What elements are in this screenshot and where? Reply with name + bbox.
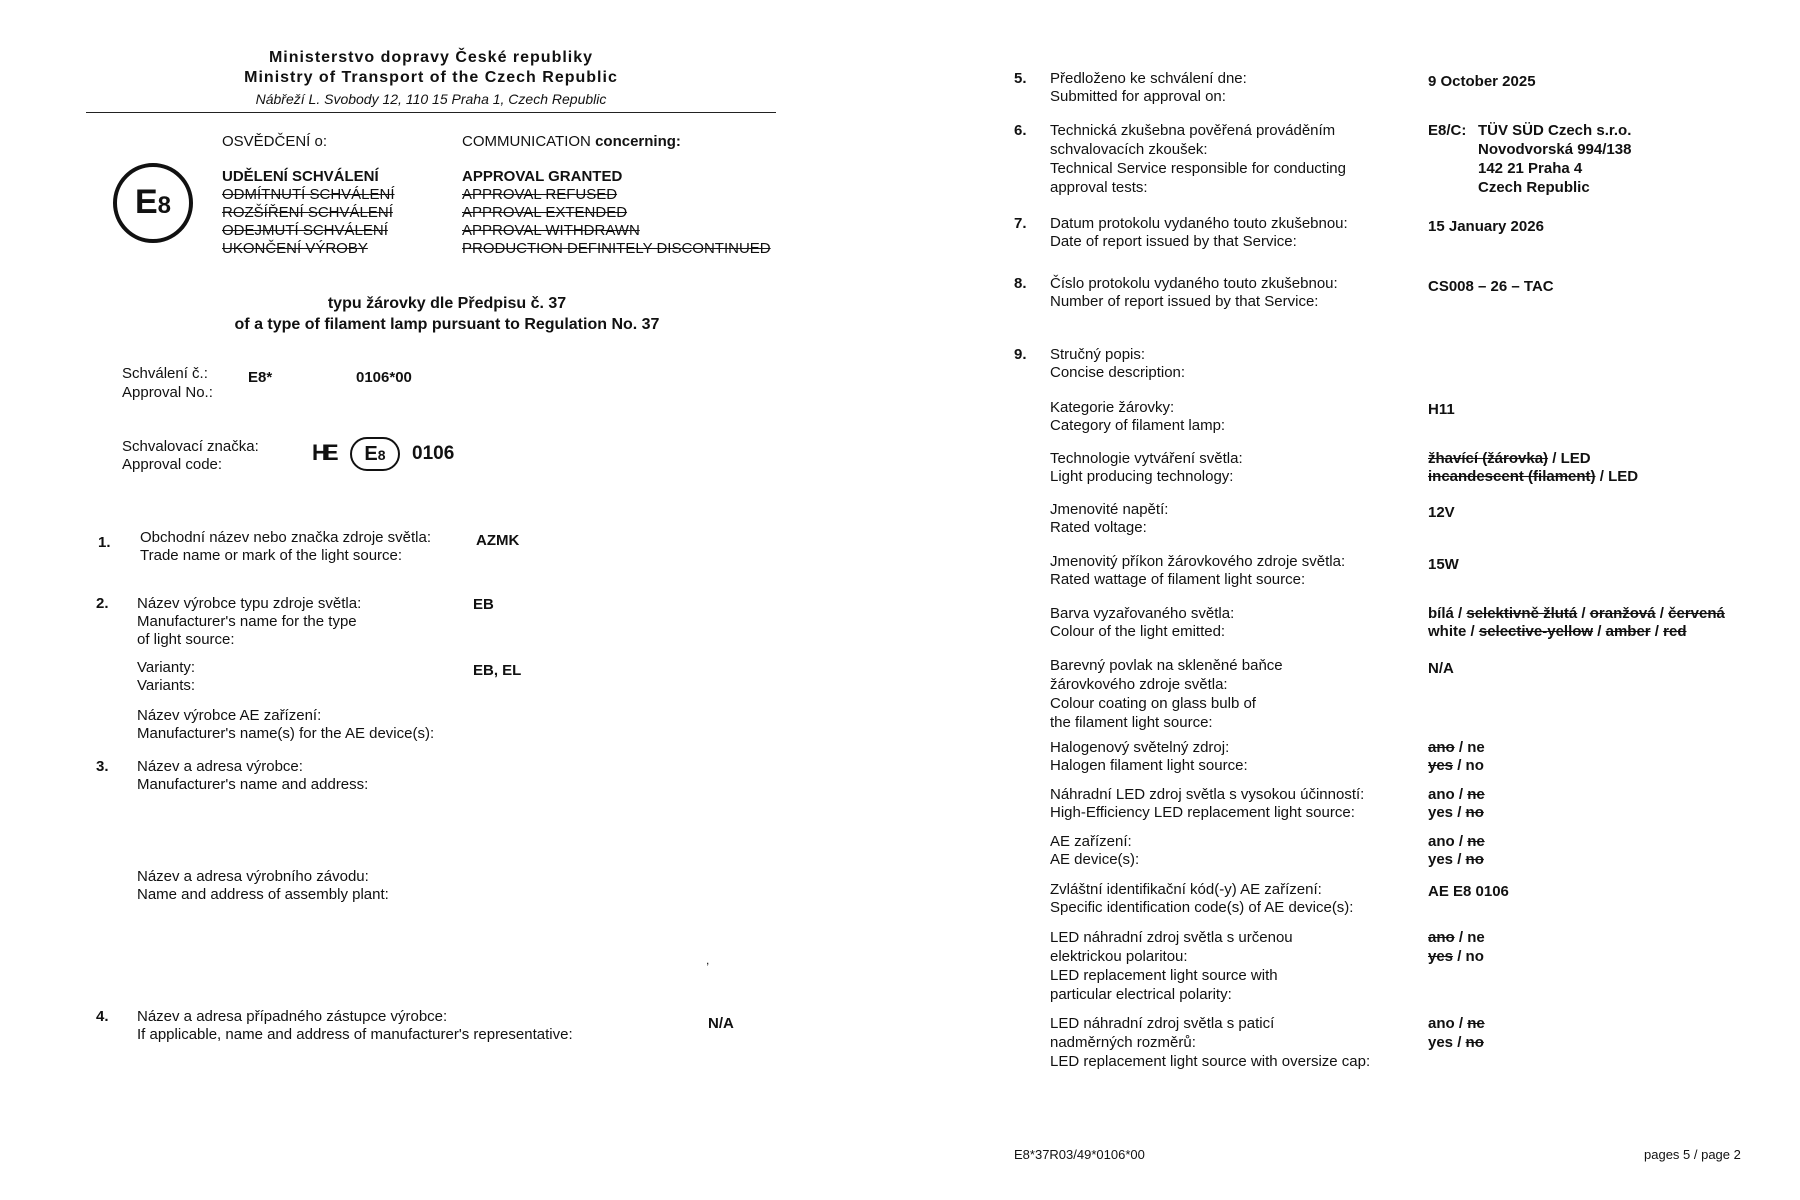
polarity-value-cz: ano / ne <box>1428 929 1485 946</box>
item-4-value: N/A <box>708 1015 734 1032</box>
colour-value-en: white / selective-yellow / amber / red <box>1428 623 1687 640</box>
halogen-label-en: Halogen filament light source: <box>1050 757 1248 774</box>
item-4-label-en: If applicable, name and address of manufacturer's representative: <box>137 1026 573 1043</box>
halogen-label-cz: Halogenový světelný zdroj: <box>1050 739 1230 756</box>
item-7-label-en: Date of report issued by that Service: <box>1050 233 1297 250</box>
technology-label-en: Light producing technology: <box>1050 468 1234 485</box>
ae-manufacturer-label-cz: Název výrobce AE zařízení: <box>137 707 322 724</box>
he-led-label-en: High-Efficiency LED replacement light source: <box>1050 804 1355 821</box>
item-2-value: EB <box>473 596 494 613</box>
approval-no-label-en: Approval No.: <box>122 384 213 401</box>
category-label-en: Category of filament lamp: <box>1050 417 1226 434</box>
item-9-label-en: Concise description: <box>1050 364 1186 381</box>
option-cz-refused: ODMÍTNUTÍ SCHVÁLENÍ <box>222 186 395 203</box>
he-led-value-en: yes / no <box>1428 804 1484 821</box>
e8-emblem-icon <box>113 163 193 243</box>
header-rule <box>86 112 776 113</box>
variants-label-en: Variants: <box>137 677 196 694</box>
option-cz-granted: UDĚLENÍ SCHVÁLENÍ <box>222 168 379 185</box>
ae-label-cz: AE zařízení: <box>1050 833 1132 850</box>
item-1-value: AZMK <box>476 532 520 549</box>
wattage-label-en: Rated wattage of filament light source: <box>1050 571 1306 588</box>
options-en-list <box>462 168 771 258</box>
assembly-plant-label-en: Name and address of assembly plant: <box>137 886 389 903</box>
item-1-label-cz: Obchodní název nebo značka zdroje světla: <box>140 529 432 546</box>
communication-label-en: COMMUNICATION concerning: <box>462 133 681 150</box>
halogen-value-en: yes / no <box>1428 757 1484 774</box>
approval-code-mark-icon: E8 <box>350 437 400 471</box>
options-cz-list <box>222 168 395 258</box>
item-6-value-prefix: E8/C: <box>1428 122 1467 139</box>
item-7-value: 15 January 2026 <box>1428 218 1544 235</box>
approval-code-symbol: HE <box>312 440 335 465</box>
polarity-label: LED náhradní zdroj světla s určenou elektrickou polaritou: LED replacement light source with particular electrical polarity: <box>1050 929 1293 1003</box>
item-5-number: 5. <box>1014 70 1027 87</box>
subject-en: of a type of filament lamp pursuant to Regulation No. 37 <box>234 316 660 333</box>
variants-value: EB, EL <box>473 662 522 679</box>
option-cz-withdrawn: ODEJMUTÍ SCHVÁLENÍ <box>222 222 388 239</box>
colour-label-cz: Barva vyzařovaného světla: <box>1050 605 1235 622</box>
he-led-value-cz: ano / ne <box>1428 786 1485 803</box>
approval-no-value-b: 0106*00 <box>356 369 412 386</box>
item-5-value: 9 October 2025 <box>1428 73 1536 90</box>
option-en-discontinued: PRODUCTION DEFINITELY DISCONTINUED <box>462 240 771 257</box>
item-2-label-en2: of light source: <box>137 631 235 648</box>
wattage-value: 15W <box>1428 556 1459 573</box>
polarity-value-en: yes / no <box>1428 948 1484 965</box>
item-8-label-cz: Číslo protokolu vydaného touto zkušebnou: <box>1050 275 1338 292</box>
ae-label-en: AE device(s): <box>1050 851 1140 868</box>
communication-label-cz: OSVĚDČENÍ o: <box>222 133 328 150</box>
ae-code-label-en: Specific identification code(s) of AE device(s): <box>1050 899 1354 916</box>
item-4-number: 4. <box>96 1008 109 1025</box>
stray-mark: , <box>706 953 710 967</box>
item-8-value: CS008 – 26 – TAC <box>1428 278 1554 295</box>
voltage-label-cz: Jmenovité napětí: <box>1050 501 1169 518</box>
item-8-label-en: Number of report issued by that Service: <box>1050 293 1319 310</box>
item-7-number: 7. <box>1014 215 1027 232</box>
emblem-number: 8 <box>157 192 172 219</box>
option-cz-extended: ROZŠÍŘENÍ SCHVÁLENÍ <box>222 204 393 221</box>
approval-code-number: 0106 <box>412 443 455 464</box>
he-led-label-cz: Náhradní LED zdroj světla s vysokou účinností: <box>1050 786 1365 803</box>
item-5-label-en: Submitted for approval on: <box>1050 88 1226 105</box>
item-2-label-en: Manufacturer's name for the type <box>137 613 357 630</box>
option-en-refused: APPROVAL REFUSED <box>462 186 618 203</box>
item-5-label-cz: Předloženo ke schválení dne: <box>1050 70 1247 87</box>
item-7-label-cz: Datum protokolu vydaného touto zkušebnou: <box>1050 215 1348 232</box>
option-en-extended: APPROVAL EXTENDED <box>462 204 628 221</box>
assembly-plant-label-cz: Název a adresa výrobního závodu: <box>137 868 369 885</box>
halogen-value-cz: ano / ne <box>1428 739 1485 756</box>
item-8-number: 8. <box>1014 275 1027 292</box>
item-9-number: 9. <box>1014 346 1027 363</box>
ministry-title-cz: Ministerstvo dopravy České republiky <box>268 49 594 66</box>
item-6-value: TÜV SÜD Czech s.r.o. Novodvorská 994/138 142 21 Praha 4 Czech Republic <box>1478 122 1632 196</box>
voltage-value: 12V <box>1428 504 1455 521</box>
approval-no-label-cz: Schválení č.: <box>122 365 208 382</box>
approval-code-label-en: Approval code: <box>122 456 223 473</box>
colour-value-cz: bílá / selektivně žlutá / oranžová / červená <box>1428 605 1725 622</box>
item-3-label-en: Manufacturer's name and address: <box>137 776 369 793</box>
wattage-label-cz: Jmenovitý příkon žárovkového zdroje světla: <box>1050 553 1346 570</box>
ministry-title-en: Ministry of Transport of the Czech Republic <box>244 69 618 86</box>
colour-label-en: Colour of the light emitted: <box>1050 623 1226 640</box>
ae-manufacturer-label-en: Manufacturer's name(s) for the AE device(s): <box>137 725 435 742</box>
option-cz-discontinued: UKONČENÍ VÝROBY <box>222 240 368 257</box>
ae-value-cz: ano / ne <box>1428 833 1485 850</box>
category-label-cz: Kategorie žárovky: <box>1050 399 1175 416</box>
subject-cz: typu žárovky dle Předpisu č. 37 <box>327 295 567 312</box>
ae-code-value: AE E8 0106 <box>1428 883 1509 900</box>
ae-value-en: yes / no <box>1428 851 1484 868</box>
category-value: H11 <box>1428 401 1455 418</box>
item-2-number: 2. <box>96 595 109 612</box>
coating-value: N/A <box>1428 660 1454 677</box>
footer-reference: E8*37R03/49*0106*00 <box>1014 1147 1145 1162</box>
technology-value-en: incandescent (filament) / LED <box>1428 468 1639 485</box>
item-1-label-en: Trade name or mark of the light source: <box>140 547 403 564</box>
item-3-number: 3. <box>96 758 109 775</box>
item-6-number: 6. <box>1014 122 1027 139</box>
ae-code-label-cz: Zvláštní identifikační kód(-y) AE zařízení: <box>1050 881 1322 898</box>
approval-code-label-cz: Schvalovací značka: <box>122 438 259 455</box>
oversize-value-en: yes / no <box>1428 1034 1484 1051</box>
footer-page-number: pages 5 / page 2 <box>1644 1147 1741 1162</box>
item-4-label-cz: Název a adresa případného zástupce výrobce: <box>137 1008 448 1025</box>
item-1-number: 1. <box>98 534 111 551</box>
item-6-label: Technická zkušebna pověřená prováděním schvalovacích zkoušek: Technical Service responsible for conducting approval tests: <box>1050 122 1346 196</box>
technology-label-cz: Technologie vytváření světla: <box>1050 450 1243 467</box>
ministry-address: Nábřeží L. Svobody 12, 110 15 Praha 1, Czech Republic <box>255 91 607 107</box>
oversize-value-cz: ano / ne <box>1428 1015 1485 1032</box>
item-3-label-cz: Název a adresa výrobce: <box>137 758 303 775</box>
coating-label: Barevný povlak na skleněné baňce žárovkového zdroje světla: Colour coating on glass bulb of the filament light source: <box>1050 657 1283 731</box>
oversize-label: LED náhradní zdroj světla s paticí nadměrných rozměrů: LED replacement light source with oversize cap: <box>1050 1015 1371 1070</box>
item-9-label-cz: Stručný popis: <box>1050 346 1146 363</box>
option-en-withdrawn: APPROVAL WITHDRAWN <box>462 222 640 239</box>
approval-no-value-a: E8* <box>248 369 273 386</box>
item-2-label-cz: Název výrobce typu zdroje světla: <box>137 595 362 612</box>
voltage-label-en: Rated voltage: <box>1050 519 1147 536</box>
variants-label-cz: Varianty: <box>137 659 196 676</box>
option-en-granted: APPROVAL GRANTED <box>462 168 623 185</box>
emblem-letter: E <box>134 183 158 221</box>
technology-value-cz: žhavící (žárovka) / LED <box>1428 450 1591 467</box>
